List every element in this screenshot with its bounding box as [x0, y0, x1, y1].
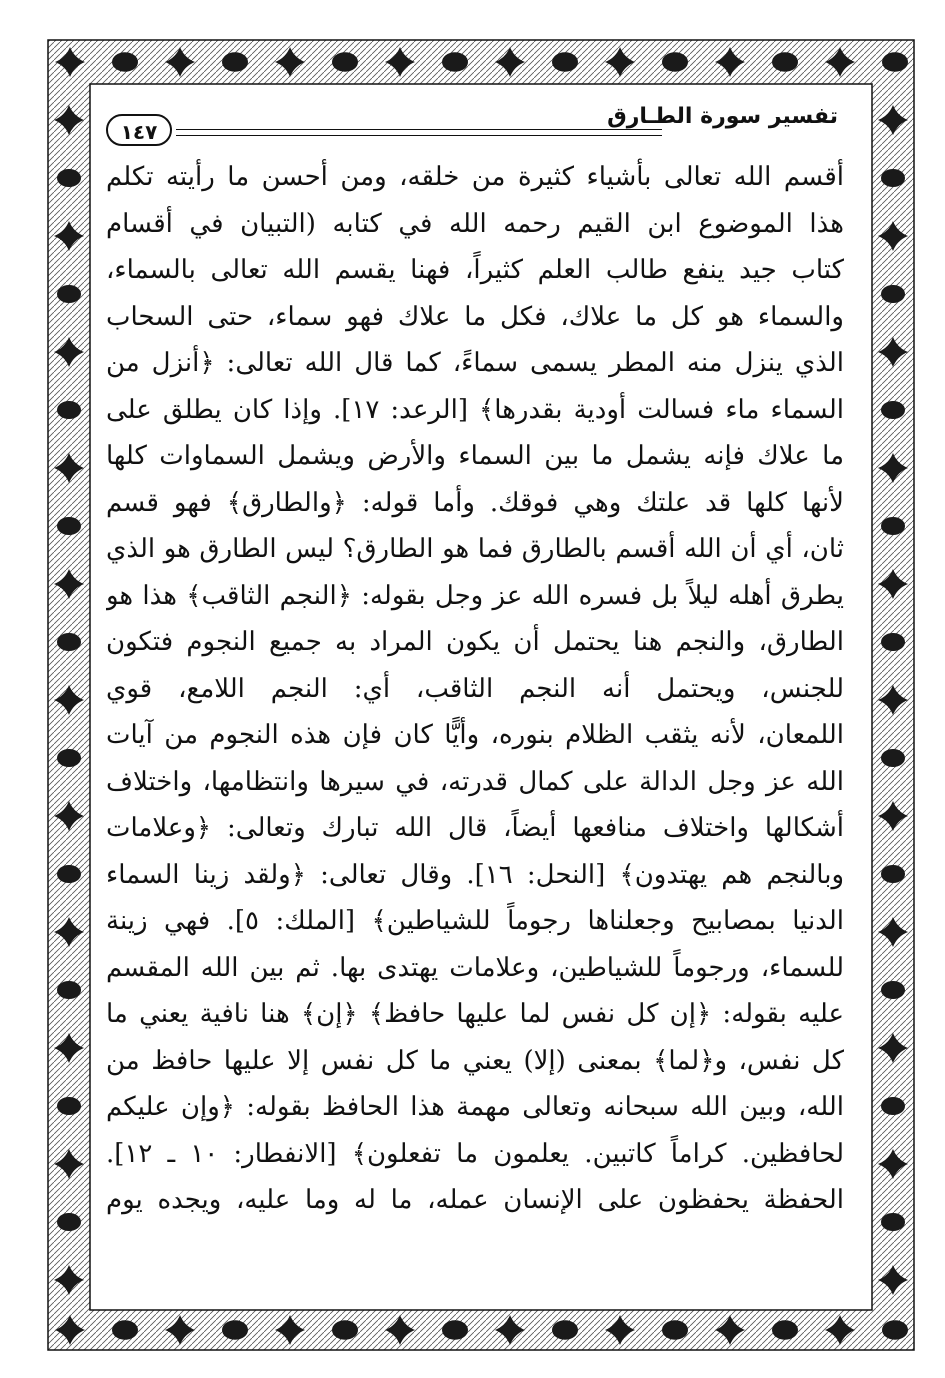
text-line-content: عليه بقوله: ﴿إن كل نفس لما عليها حافظ﴾ ﴿إن﴾ هنا نافية يعني ما [106, 999, 844, 1029]
text-line [106, 340, 844, 387]
leaf-ornament [772, 52, 798, 72]
leaf-ornament [881, 981, 905, 999]
leaf-ornament [881, 517, 905, 535]
leaf-ornament [881, 401, 905, 419]
text-line-content: الله عز وجل الدالة على كمال قدرته، في سيرها وانتظامها، واختلاف [106, 766, 844, 797]
leaf-ornament [662, 1320, 688, 1340]
leaf-ornament [57, 749, 81, 767]
text-line-content: يطرق أهله ليلاً بل فسره الله عز وجل بقوله: ﴿النجم الثاقب﴾ هذا هو [106, 580, 844, 611]
text-line [106, 759, 844, 806]
leaf-ornament [881, 285, 905, 303]
leaf-ornament [552, 1320, 578, 1340]
leaf-ornament [442, 52, 468, 72]
text-line [106, 154, 844, 201]
text-line [106, 898, 844, 945]
leaf-ornament [772, 1320, 798, 1340]
text-line [106, 991, 844, 1038]
body-text [106, 154, 844, 1224]
text-line [106, 294, 844, 341]
leaf-ornament [881, 169, 905, 187]
page-header [106, 92, 844, 154]
leaf-ornament [552, 52, 578, 72]
text-line-content: لأنها كلها قد علتك وهي فوقك. وأما قوله: ﴿والطارق﴾ فهو قسم [106, 487, 844, 518]
text-line [106, 201, 844, 248]
text-line [106, 852, 844, 899]
leaf-ornament [57, 633, 81, 651]
leaf-ornament [57, 169, 81, 187]
text-line [106, 1084, 844, 1131]
text-line [106, 666, 844, 713]
text-line-content: للسماء، ورجوماً للشياطين، وعلامات يهتدى بها. ثم بين الله المقسم [106, 952, 844, 983]
text-line-content: الدنيا بمصابيح وجعلناها رجوماً للشياطين﴾ [الملك: ٥]. فهي زينة [106, 906, 844, 936]
leaf-ornament [881, 865, 905, 883]
leaf-ornament [57, 981, 81, 999]
leaf-ornament [881, 633, 905, 651]
text-line-content: اللمعان، لأنه يثقب الظلام بنوره، وأيًّا كان فإن هذه النجوم من آيات [106, 720, 844, 750]
text-line-content: لحافظين. كراماً كاتبين. يعلمون ما تفعلون﴾ [الانفطار: ١٠ ـ ١٢]. [106, 1138, 844, 1169]
leaf-ornament [882, 52, 908, 72]
text-line-content: الله، وبين الله سبحانه وتعالى مهمة هذا الحافظ بقوله: ﴿وإن عليكم [106, 1092, 844, 1122]
text-line-content: الذي ينزل منه المطر يسمى سماءً، كما قال الله تعالى: ﴿أنزل من [106, 348, 844, 378]
text-line-content: كل نفس، و﴿لما﴾ بمعنى (إلا) يعني ما كل نفس إلا عليها حافظ من [106, 1045, 844, 1076]
text-line [106, 712, 844, 759]
text-line [106, 1131, 844, 1178]
leaf-ornament [442, 1320, 468, 1340]
leaf-ornament [662, 52, 688, 72]
text-line [106, 1038, 844, 1085]
text-line [106, 945, 844, 992]
text-line [106, 805, 844, 852]
leaf-ornament [881, 1097, 905, 1115]
text-line [106, 387, 844, 434]
leaf-ornament [57, 1213, 81, 1231]
text-line [106, 480, 844, 527]
text-line [106, 619, 844, 666]
text-line-content: الحفظة يحفظون على الإنسان عمله، ما له وما عليه، ويجده يوم [106, 1185, 844, 1215]
leaf-ornament [57, 401, 81, 419]
leaf-ornament [57, 865, 81, 883]
text-line [106, 1177, 844, 1224]
text-line-content: للجنس، ويحتمل أنه النجم الثاقب، أي: النجم اللامع، قوي [106, 673, 844, 704]
leaf-ornament [57, 285, 81, 303]
leaf-ornament [882, 1320, 908, 1340]
leaf-ornament [57, 1097, 81, 1115]
text-line-content: ما علاك فإنه يشمل ما بين السماء والأرض ويشمل السماوات كلها [106, 441, 844, 471]
leaf-ornament [881, 1213, 905, 1231]
text-line-content: والسماء هو كل ما علاك، فكل ما علاك فهو سماء، حتى السحاب [106, 301, 844, 332]
text-line [106, 573, 844, 620]
leaf-ornament [222, 52, 248, 72]
text-line-content: أقسم الله تعالى بأشياء كثيرة من خلقه، ومن أحسن ما رأيته تكلم [106, 162, 844, 192]
text-line-content: هذا الموضوع ابن القيم رحمه الله في كتابه (التبيان في أقسام [106, 208, 844, 239]
leaf-ornament [222, 1320, 248, 1340]
page-number: ١٤٧ [106, 114, 172, 146]
text-line-content: كتاب جيد ينفع طالب العلم كثيراً، فهنا يقسم الله تعالى بالسماء، [106, 255, 844, 285]
leaf-ornament [112, 1320, 138, 1340]
text-line-content: السماء ماء فسالت أودية بقدرها﴾ [الرعد: ١٧]. وإذا كان يطلق على [106, 394, 844, 425]
text-line-content: ثان، أي أن الله أقسم بالطارق فما هو الطارق؟ ليس الطارق هو الذي [106, 534, 844, 564]
text-line-content: أشكالها واختلاف منافعها أيضاً، قال الله تبارك وتعالى: ﴿وعلامات [106, 813, 844, 843]
leaf-ornament [57, 517, 81, 535]
leaf-ornament [332, 52, 358, 72]
header-rule [176, 129, 662, 136]
leaf-ornament [112, 52, 138, 72]
text-line [106, 247, 844, 294]
text-line [106, 433, 844, 480]
text-line [106, 526, 844, 573]
text-line-content: وبالنجم هم يهتدون﴾ [النحل: ١٦]. وقال تعالى: ﴿ولقد زينا السماء [106, 859, 844, 890]
running-title: تفسير سورة الطـارق [607, 104, 838, 129]
leaf-ornament [332, 1320, 358, 1340]
leaf-ornament [881, 749, 905, 767]
text-line-content: الطارق، والنجم هنا يحتمل أن يكون المراد به جميع النجوم فتكون [106, 627, 844, 657]
page-content [106, 92, 844, 1302]
